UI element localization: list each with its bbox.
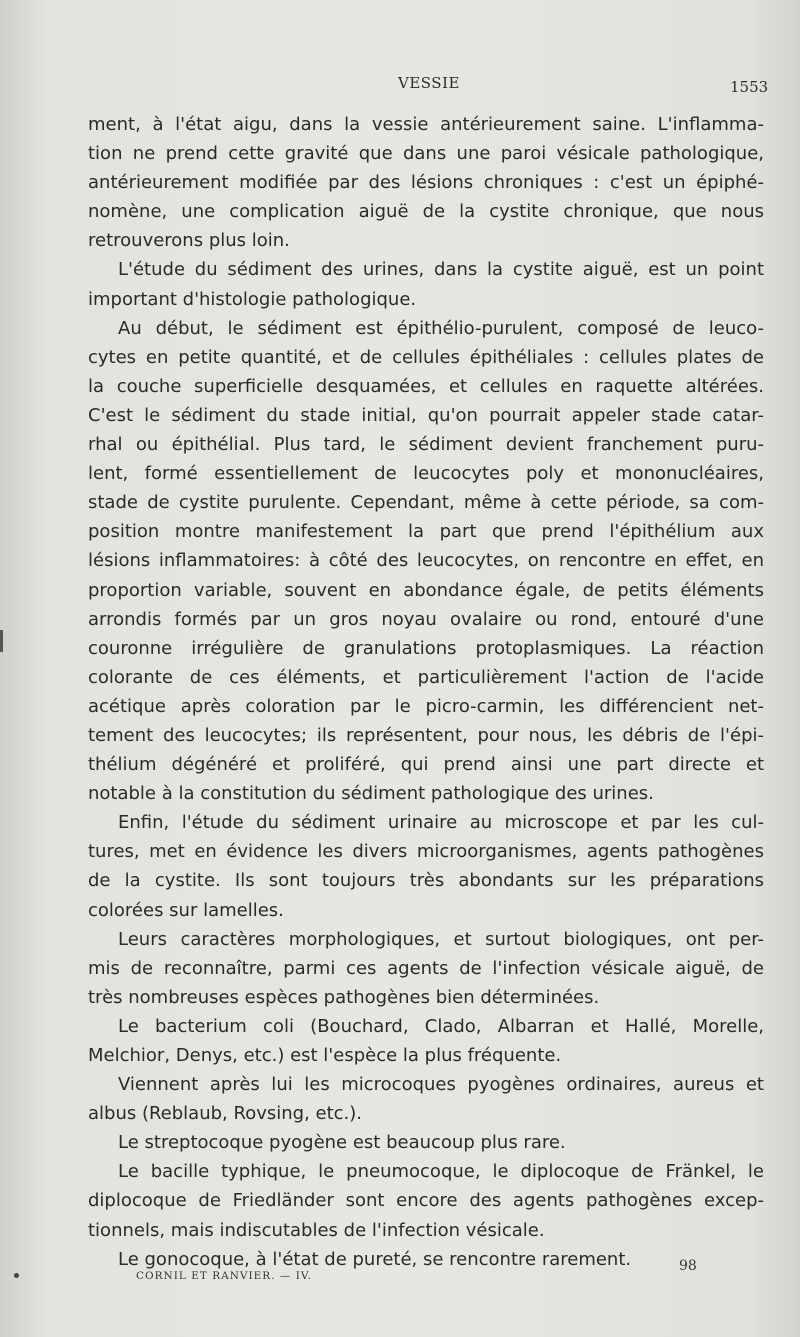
text-line: tion ne prend cette gravité que dans une paroi vésicale pathologique,	[88, 143, 764, 165]
page-number: 1553	[730, 78, 769, 96]
text-line: Le bacille typhique, le pneumocoque, le diplocoque de Fränkel, le	[118, 1161, 764, 1183]
text-line: rhal ou épithélial. Plus tard, le sédiment devient franchement puru-	[88, 434, 764, 456]
text-line: nomène, une complication aiguë de la cystite chronique, que nous	[88, 201, 764, 223]
running-title: VESSIE	[398, 74, 460, 92]
page-edge-mark	[0, 630, 3, 652]
text-line: lésions inflammatoires: à côté des leucocytes, on rencontre en effet, en	[88, 550, 764, 572]
text-line: diplocoque de Friedländer sont encore des agents pathogènes excep-	[88, 1190, 764, 1212]
text-line: Le bacterium coli (Bouchard, Clado, Albarran et Hallé, Morelle,	[118, 1015, 764, 1037]
text-line: albus (Reblaub, Rovsing, etc.).	[88, 1103, 363, 1125]
text-line: thélium dégénéré et proliféré, qui prend ainsi une part directe et	[88, 754, 764, 776]
text-line: proportion variable, souvent en abondance égale, de petits éléments	[88, 579, 764, 601]
text-line: C'est le sédiment du stade initial, qu'on pourrait appeler stade catar-	[88, 404, 764, 426]
text-line: L'étude du sédiment des urines, dans la cystite aiguë, est un point	[118, 259, 764, 281]
text-line: de la cystite. Ils sont toujours très abondants sur les préparations	[88, 870, 764, 892]
text-line: notable à la constitution du sédiment pathologique des urines.	[88, 783, 654, 805]
text-line: lent, formé essentiellement de leucocytes poly et mononucléaires,	[88, 463, 764, 485]
page-header	[0, 74, 800, 96]
footer-number: 98	[679, 1258, 697, 1274]
text-line: tures, met en évidence les divers microorganismes, agents pathogènes	[88, 841, 764, 863]
text-line: Melchior, Denys, etc.) est l'espèce la plus fréquente.	[88, 1045, 562, 1066]
text-line: arrondis formés par un gros noyau ovalaire ou rond, entouré d'une	[88, 608, 764, 630]
text-line: stade de cystite purulente. Cependant, même à cette période, sa com-	[88, 492, 764, 514]
footer-signature: CORNIL ET RANVIER. — IV.	[136, 1270, 312, 1282]
text-line: colorées sur lamelles.	[88, 899, 284, 921]
text-line: ment, à l'état aigu, dans la vessie antérieurement saine. L'inflamma-	[88, 114, 764, 135]
text-line: position montre manifestement la part que prend l'épithélium aux	[88, 521, 764, 543]
text-line: tionnels, mais indiscutables de l'infection vésicale.	[88, 1219, 545, 1241]
text-line: important d'histologie pathologique.	[88, 288, 417, 310]
text-line: colorante de ces éléments, et particulièrement l'action de l'acide	[88, 666, 764, 688]
text-line: Le gonocoque, à l'état de pureté, se rencontre rarement.	[118, 1248, 632, 1270]
text-line: acétique après coloration par le picro-carmin, les différencient net-	[88, 695, 764, 717]
text-line: Enfin, l'étude du sédiment urinaire au microscope et par les cul-	[118, 812, 764, 834]
text-line: antérieurement modifiée par des lésions chroniques : c'est un épiphé-	[88, 172, 764, 194]
text-line: très nombreuses espèces pathogènes bien déterminées.	[88, 986, 600, 1008]
text-line: la couche superficielle desquamées, et cellules en raquette altérées.	[88, 375, 764, 397]
margin-dot-mark	[14, 1273, 19, 1278]
text-line: couronne irrégulière de granulations protoplasmiques. La réaction	[88, 637, 764, 659]
page-footer	[0, 1258, 800, 1288]
text-line: retrouverons plus loin.	[88, 230, 290, 252]
body-text	[88, 110, 764, 1274]
text-line: cytes en petite quantité, et de cellules épithéliales : cellules plates de	[88, 346, 764, 368]
text-line: mis de reconnaître, parmi ces agents de l'infection vésicale aiguë, de	[88, 957, 764, 979]
text-line: Viennent après lui les microcoques pyogènes ordinaires, aureus et	[118, 1074, 764, 1096]
text-line: tement des leucocytes; ils représentent, pour nous, les débris de l'épi-	[88, 724, 764, 746]
text-line: Le streptocoque pyogène est beaucoup plus rare.	[118, 1132, 566, 1154]
text-line: Au début, le sédiment est épithélio-purulent, composé de leuco-	[118, 317, 764, 339]
text-line: Leurs caractères morphologiques, et surtout biologiques, ont per-	[118, 928, 764, 950]
